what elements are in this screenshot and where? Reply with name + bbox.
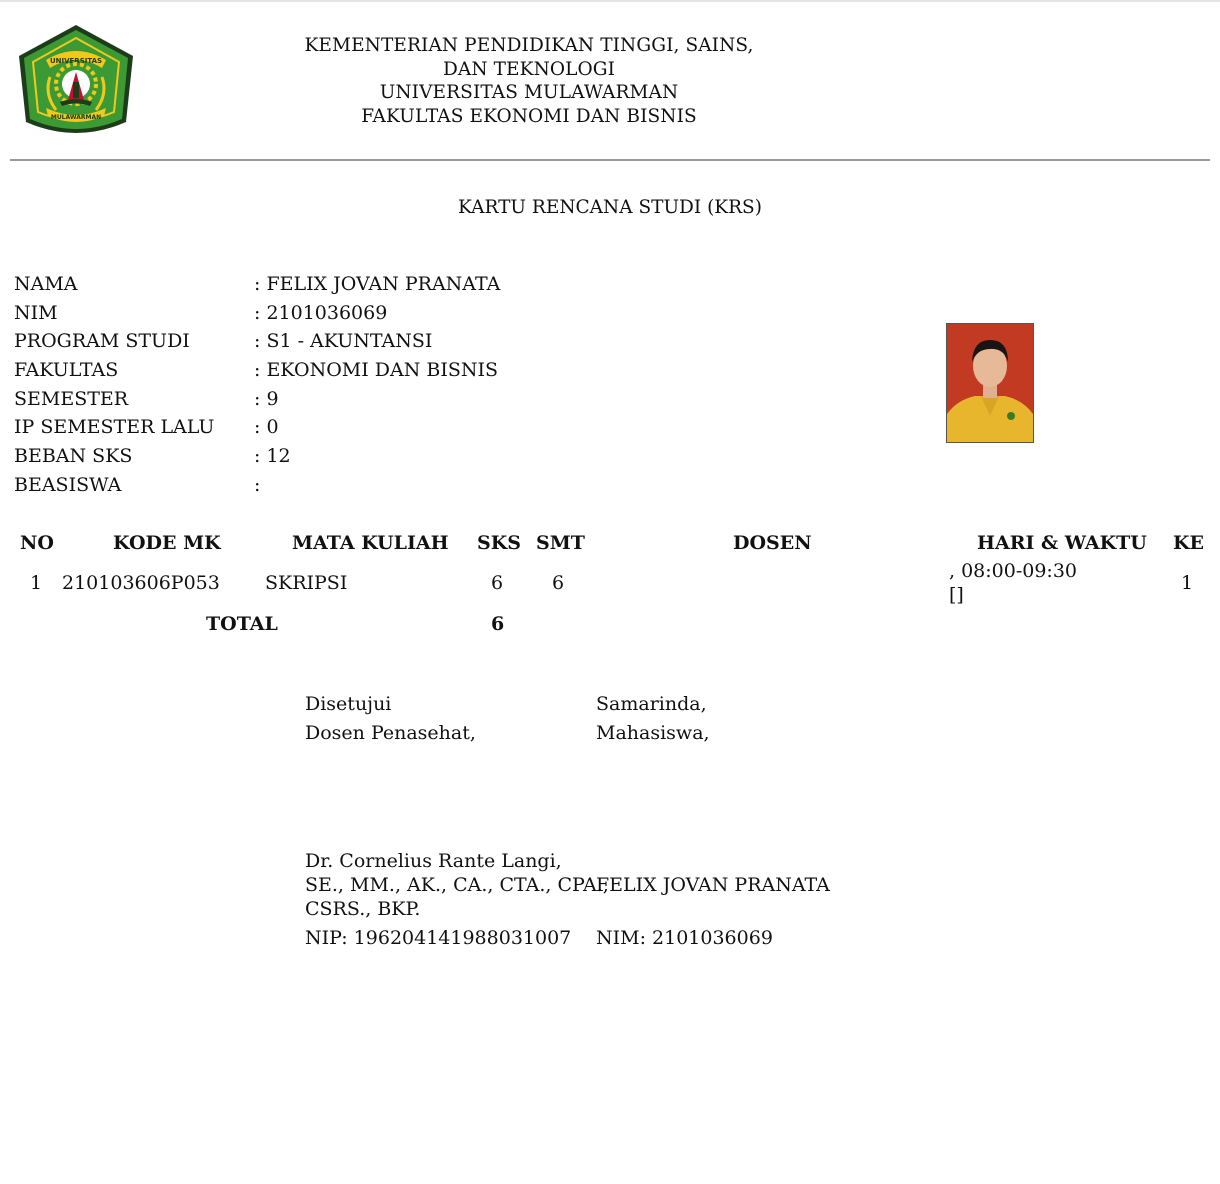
university-logo	[16, 22, 136, 140]
student-signature-heading	[596, 690, 710, 748]
cell-hari-waktu-room: []	[949, 584, 964, 606]
cell-kode-mk: 210103606P053	[62, 572, 220, 594]
header-divider	[10, 159, 1210, 161]
info-label: PROGRAM STUDI	[14, 330, 190, 353]
column-header-no: NO	[20, 532, 54, 554]
info-row-beasiswa	[14, 471, 714, 500]
total-label: TOTAL	[206, 613, 278, 635]
info-row-fakultas	[14, 356, 714, 385]
advisor-role-label: Dosen Penasehat,	[305, 722, 476, 744]
info-label: NAMA	[14, 273, 78, 295]
column-header-hari-waktu: HARI & WAKTU	[977, 532, 1147, 554]
column-header-mata-kuliah: MATA KULIAH	[292, 532, 449, 554]
advisor-titles-cont: CSRS., BKP.	[305, 898, 421, 920]
info-label: BEBAN SKS	[14, 445, 133, 468]
info-row-program-studi	[14, 327, 714, 356]
document-title: KARTU RENCANA STUDI (KRS)	[458, 197, 762, 218]
info-value: : 12	[254, 445, 291, 468]
column-header-kode-mk: KODE MK	[113, 532, 221, 554]
info-value: : S1 - AKUNTANSI	[254, 330, 433, 353]
info-value: :	[254, 473, 261, 496]
cell-hari-waktu: , 08:00-09:30	[949, 560, 1078, 582]
institution-header	[290, 34, 768, 128]
info-label: IP SEMESTER LALU	[14, 416, 215, 439]
info-value: : 0	[254, 416, 279, 439]
advisor-name: Dr. Cornelius Rante Langi,	[305, 850, 562, 872]
info-row-ip-semester-lalu	[14, 413, 714, 442]
info-value: : FELIX JOVAN PRANATA	[254, 273, 501, 295]
info-label: NIM	[14, 301, 58, 324]
svg-text:MULAWARMAN: MULAWARMAN	[50, 114, 102, 121]
column-header-dosen: DOSEN	[733, 532, 812, 554]
cell-no: 1	[30, 572, 43, 594]
cell-ke: 1	[1181, 572, 1194, 594]
header-line-university: UNIVERSITAS MULAWARMAN	[379, 82, 679, 103]
info-label: FAKULTAS	[14, 359, 119, 382]
info-row-semester	[14, 385, 714, 414]
info-label: SEMESTER	[14, 387, 129, 410]
column-header-smt: SMT	[536, 532, 585, 554]
cell-smt: 6	[552, 572, 565, 594]
student-photo	[946, 323, 1034, 443]
student-signature-nim: NIM: 2101036069	[596, 927, 773, 949]
info-row-nama	[14, 270, 714, 299]
header-line-ministry: KEMENTERIAN PENDIDIKAN TINGGI, SAINS,	[304, 35, 754, 56]
student-role-label: Mahasiswa,	[596, 722, 710, 744]
info-row-beban-sks	[14, 442, 714, 471]
column-header-ke: KE	[1173, 532, 1204, 554]
cell-sks: 6	[491, 572, 504, 594]
info-label: BEASISWA	[14, 473, 122, 496]
advisor-signature-heading	[305, 690, 476, 748]
info-value: : 2101036069	[254, 301, 388, 324]
header-line-ministry-cont: DAN TEKNOLOGI	[442, 58, 616, 80]
info-value: : 9	[254, 387, 279, 410]
student-signature-name: FELIX JOVAN PRANATA	[596, 874, 830, 896]
top-border	[0, 0, 1220, 2]
advisor-name-block	[305, 849, 609, 921]
signature-place-label: Samarinda,	[596, 693, 707, 715]
student-info	[14, 270, 714, 500]
info-row-nim	[14, 299, 714, 328]
advisor-titles: SE., MM., AK., CA., CTA., CPA.,	[305, 874, 609, 896]
cell-mata-kuliah: SKRIPSI	[265, 572, 348, 594]
header-line-faculty: FAKULTAS EKONOMI DAN BISNIS	[361, 105, 697, 127]
svg-text:UNIVERSITAS: UNIVERSITAS	[49, 57, 103, 65]
advisor-nip: NIP: 196204141988031007	[305, 927, 572, 949]
total-sks: 6	[491, 613, 505, 635]
advisor-approved-label: Disetujui	[305, 693, 392, 715]
info-value: : EKONOMI DAN BISNIS	[254, 359, 499, 382]
column-header-sks: SKS	[477, 532, 521, 554]
